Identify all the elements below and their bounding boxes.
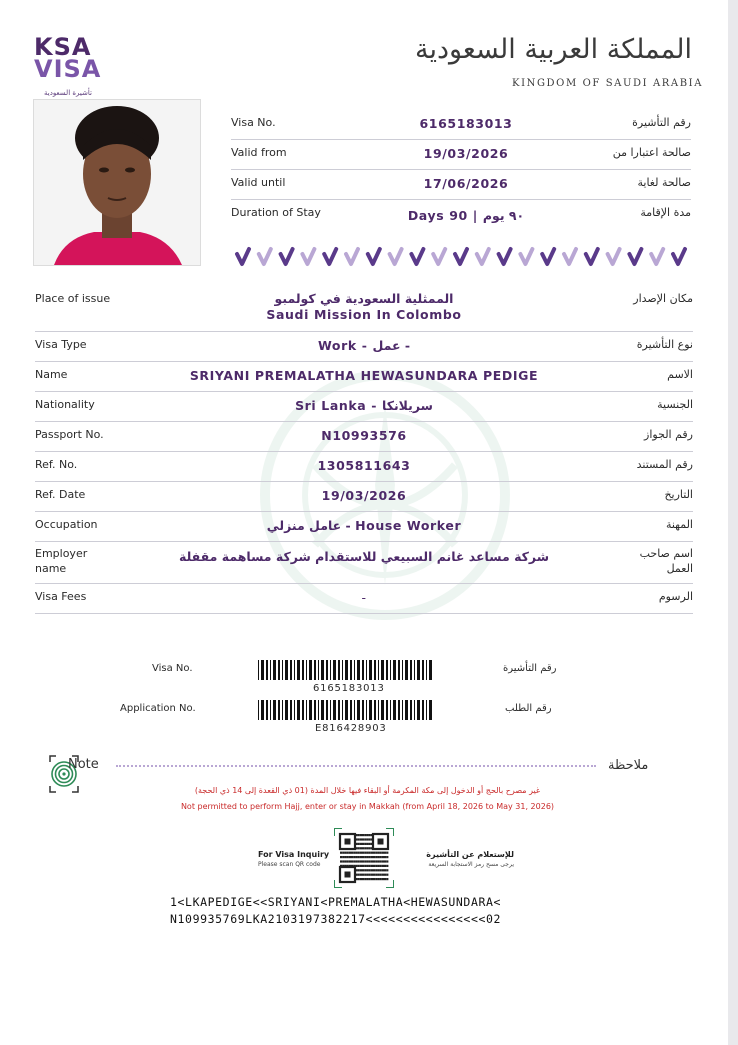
inquiry-text-ar-2: يرجى مسح رمز الاستجابة السريعة bbox=[428, 861, 514, 868]
duration-row bbox=[231, 199, 691, 229]
checkmark-band-icon bbox=[233, 246, 693, 270]
barcode-app-label: Application No. bbox=[120, 703, 196, 714]
occupation-row bbox=[35, 511, 693, 542]
mrz-line-2: N109935769LKA2103197382217<<<<<<<<<<<<<<<<02 bbox=[170, 912, 502, 926]
place-of-issue-row bbox=[35, 285, 693, 332]
ref-no-label: Ref. No. bbox=[35, 458, 78, 471]
inquiry-text-1: For Visa Inquiry bbox=[258, 850, 330, 859]
visa-fees-label: Visa Fees bbox=[35, 590, 87, 603]
name-row bbox=[35, 361, 693, 392]
occupation-label: Occupation bbox=[35, 518, 98, 531]
place-of-issue-value-ar: الممثلية السعودية في كولمبو bbox=[274, 291, 454, 306]
name-value: SRIYANI PREMALATHA HEWASUNDARA PEDIGE bbox=[189, 368, 539, 383]
visa-type-value: Work - عمل - bbox=[317, 338, 411, 353]
note-label-ar: ملاحظة bbox=[608, 758, 649, 773]
ksa-visa-logo bbox=[34, 33, 102, 97]
occupation-label-ar: المهنة bbox=[665, 518, 693, 531]
visa-type-row bbox=[35, 331, 693, 362]
name-label: Name bbox=[35, 368, 68, 381]
valid-from-value: 19/03/2026 bbox=[423, 146, 509, 161]
name-label-ar: الاسم bbox=[667, 368, 693, 381]
visa-type-label-ar: نوع التأشيرة bbox=[636, 338, 693, 351]
visa-type-label: Visa Type bbox=[35, 338, 87, 351]
nationality-label: Nationality bbox=[35, 398, 95, 411]
kingdom-title-english: KINGDOM OF SAUDI ARABIA bbox=[512, 78, 704, 89]
ref-date-label-ar: التاريخ bbox=[664, 488, 693, 501]
visa-fees-label-ar: الرسوم bbox=[658, 590, 693, 603]
valid-until-value: 17/06/2026 bbox=[423, 176, 509, 191]
ref-date-row bbox=[35, 481, 693, 512]
qr-code[interactable] bbox=[334, 828, 394, 888]
barcode-app-number: E816428903 bbox=[315, 723, 387, 734]
barcode-visa-label: Visa No. bbox=[152, 663, 193, 674]
mrz-line-1: 1<LKAPEDIGE<<SRIYANI<PREMALATHA<HEWASUNDARA< bbox=[170, 895, 502, 909]
note-text-en: Not permitted to perform Hajj, enter or stay in Makkah (from April 18, 2026 to May 31, 2026) bbox=[180, 802, 555, 811]
kingdom-title-arabic: المملكة العربية السعودية bbox=[414, 34, 692, 65]
valid-until-label: Valid until bbox=[231, 176, 286, 189]
right-margin bbox=[728, 0, 738, 1045]
place-of-issue-label: Place of issue bbox=[35, 292, 111, 305]
passport-row bbox=[35, 421, 693, 452]
nationality-value: Sri Lanka - سريلانكا bbox=[295, 398, 433, 413]
inquiry-text-ar-1: للإستعلام عن التأشيرة bbox=[426, 850, 514, 859]
barcode-app-label-ar: رقم الطلب bbox=[505, 703, 552, 714]
note-divider bbox=[116, 765, 596, 767]
duration-value: Days 90 | ٩٠ يوم bbox=[407, 208, 525, 223]
inquiry-text-2: Please scan QR code bbox=[258, 861, 321, 868]
place-of-issue-label-ar: مكان الإصدار bbox=[633, 292, 693, 305]
ref-no-label-ar: رقم المستند bbox=[636, 458, 693, 471]
note-text-ar: غير مصرح بالحج أو الدخول إلى مكة المكرمة أو البقاء فيها خلال المدة (01 ذي القعدة إلى 14 ذي الحجة) bbox=[194, 786, 541, 795]
employer-value: شركة مساعد غانم السبيعي للاستقدام شركة مساهمة مقفلة bbox=[179, 549, 549, 564]
visa-number-label-ar: رقم التأشيرة bbox=[632, 116, 691, 129]
passport-label-ar: رقم الجواز bbox=[644, 428, 693, 441]
barcode-visa-label-ar: رقم التأشيرة bbox=[503, 663, 557, 674]
employer-label-2: name bbox=[35, 562, 67, 575]
passport-value: N10993576 bbox=[321, 428, 407, 443]
valid-until-label-ar: صالحة لغاية bbox=[637, 176, 691, 189]
logo-line-1: KSA bbox=[34, 33, 92, 61]
occupation-value: عامل منزلي - House Worker bbox=[266, 518, 462, 533]
barcode-visa-number: 6165183013 bbox=[313, 683, 385, 694]
nationality-row bbox=[35, 391, 693, 422]
logo-subtitle: تأشيرة السعودية bbox=[44, 89, 92, 97]
employer-label-ar-2: العمل bbox=[666, 562, 693, 575]
nationality-label-ar: الجنسية bbox=[657, 398, 693, 411]
passport-label: Passport No. bbox=[35, 428, 104, 441]
ref-date-label: Ref. Date bbox=[35, 488, 86, 501]
ref-no-value: 1305811643 bbox=[317, 458, 411, 473]
valid-from-label: Valid from bbox=[231, 146, 287, 159]
employer-row bbox=[35, 541, 693, 584]
logo-line-2: VISA bbox=[34, 55, 102, 83]
visa-number-row bbox=[231, 109, 691, 140]
ref-no-row bbox=[35, 451, 693, 482]
ref-date-value: 19/03/2026 bbox=[321, 488, 407, 503]
visa-number-value: 6165183013 bbox=[419, 116, 513, 131]
valid-from-row bbox=[231, 139, 691, 170]
visa-fees-value: - bbox=[361, 590, 367, 605]
duration-label-ar: مدة الإقامة bbox=[640, 206, 691, 219]
duration-label: Duration of Stay bbox=[231, 206, 321, 219]
holder-portrait-icon bbox=[34, 100, 200, 265]
place-of-issue-value-en: Saudi Mission In Colombo bbox=[266, 307, 462, 322]
holder-photo bbox=[33, 99, 201, 266]
visa-barcode bbox=[258, 660, 438, 680]
employer-label-1: Employer bbox=[35, 547, 88, 560]
application-barcode bbox=[258, 700, 438, 720]
visa-fees-row bbox=[35, 583, 693, 614]
visa-number-label: Visa No. bbox=[231, 116, 276, 129]
valid-from-label-ar: صالحة اعتبارا من bbox=[612, 146, 691, 159]
note-label: Note bbox=[68, 757, 99, 772]
employer-label-ar-1: اسم صاحب bbox=[639, 547, 693, 560]
valid-until-row bbox=[231, 169, 691, 200]
